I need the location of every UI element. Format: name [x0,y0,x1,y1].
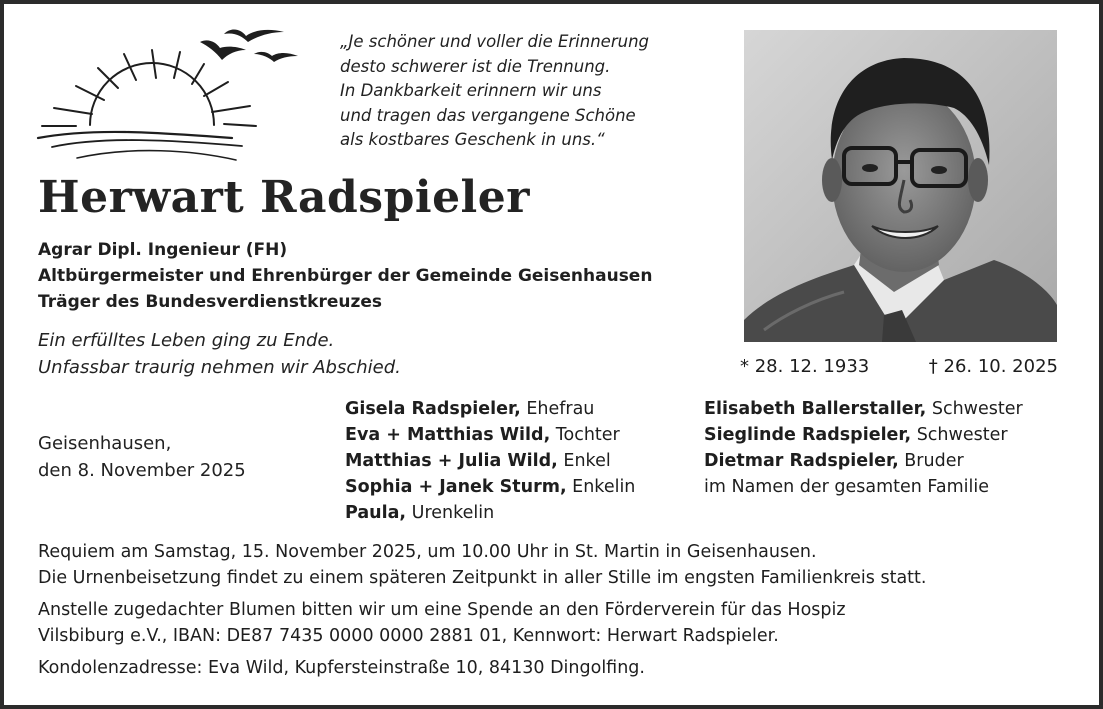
quote-line: „Je schöner und voller die Erinnerung [340,32,649,51]
life-dates [740,356,1058,382]
mourners-right-column [704,396,1023,500]
title-line: Träger des Bundesverdienstkreuzes [38,292,383,312]
mourner-relation: Enkelin [566,477,636,497]
memorial-quote [340,30,649,153]
mourner-relation: Tochter [550,425,620,445]
place-line: Geisenhausen, [38,433,172,454]
mourner-name: Dietmar Radspieler, [704,451,899,471]
deceased-titles [38,237,652,315]
mourner-row [704,448,1023,474]
mourner-name: Elisabeth Ballerstaller, [704,399,927,419]
place-date [38,430,246,484]
sun-arc [90,63,214,125]
mourner-row [345,448,635,474]
birds [200,30,298,62]
condolence-address: Kondolenzadresse: Eva Wild, Kupfersteinstraße 10, 84130 Dingolfing. [38,658,645,678]
motto-line: Ein erfülltes Leben ging zu Ende. [38,330,335,351]
mourner-row [345,474,635,500]
deceased-name: Herwart Radspieler [38,172,530,223]
mourners-left-column [345,396,635,526]
mourner-name: Eva + Matthias Wild, [345,425,551,445]
quote-line: desto schwerer ist die Trennung. [340,56,611,76]
mourner-name: Sieglinde Radspieler, [704,425,912,445]
burial-line: Die Urnenbeisetzung findet zu einem späteren Zeitpunkt in aller Stille im engsten Familienkreis statt. [38,568,927,588]
donation-line: Vilsbiburg e.V., IBAN: DE87 7435 0000 0000 2881 01, Kennwort: Herwart Radspieler. [38,626,779,646]
farewell-motto [38,327,401,381]
donation-paragraph [38,597,1068,649]
quote-line: In Dankbarkeit erinnern wir uns [340,81,602,100]
quote-line: und tragen das vergangene Schöne [340,105,636,125]
service-paragraph [38,539,1068,591]
mourner-row [345,500,635,526]
quote-line: als kostbares Geschenk in uns.“ [340,130,605,149]
mourner-relation: Schwester [926,399,1023,419]
mourner-relation: Schwester [911,425,1008,445]
mourner-relation: Enkel [557,451,611,471]
mourner-name: Matthias + Julia Wild, [345,451,558,471]
mourner-relation: Bruder [898,451,964,471]
birth-date: * 28. 12. 1933 [740,356,870,377]
sunset-birds-emblem [32,20,312,170]
requiem-line: Requiem am Samstag, 15. November 2025, um 10.00 Uhr in St. Martin in Geisenhausen. [38,542,817,562]
mourner-name: Sophia + Janek Sturm, [345,477,567,497]
mourner-row [345,396,635,422]
title-line: Agrar Dipl. Ingenieur (FH) [38,240,288,260]
donation-line: Anstelle zugedachter Blumen bitten wir um eine Spende an den Förderverein für das Hospiz [38,600,846,620]
portrait-photo [744,30,1057,342]
family-closing: im Namen der gesamten Familie [704,477,990,497]
mourner-row [345,422,635,448]
title-line: Altbürgermeister und Ehrenbürger der Gemeinde Geisenhausen [38,266,653,286]
date-line: den 8. November 2025 [38,460,246,481]
mourner-relation: Urenkelin [406,503,495,523]
death-date: † 26. 10. 2025 [928,356,1058,377]
motto-line: Unfassbar traurig nehmen wir Abschied. [38,357,401,378]
mourner-name: Gisela Radspieler, [345,399,521,419]
service-information [38,539,1068,687]
mourner-name: Paula, [345,503,407,523]
mourner-row [704,396,1023,422]
mourner-row [704,422,1023,448]
mourner-relation: Ehefrau [520,399,595,419]
